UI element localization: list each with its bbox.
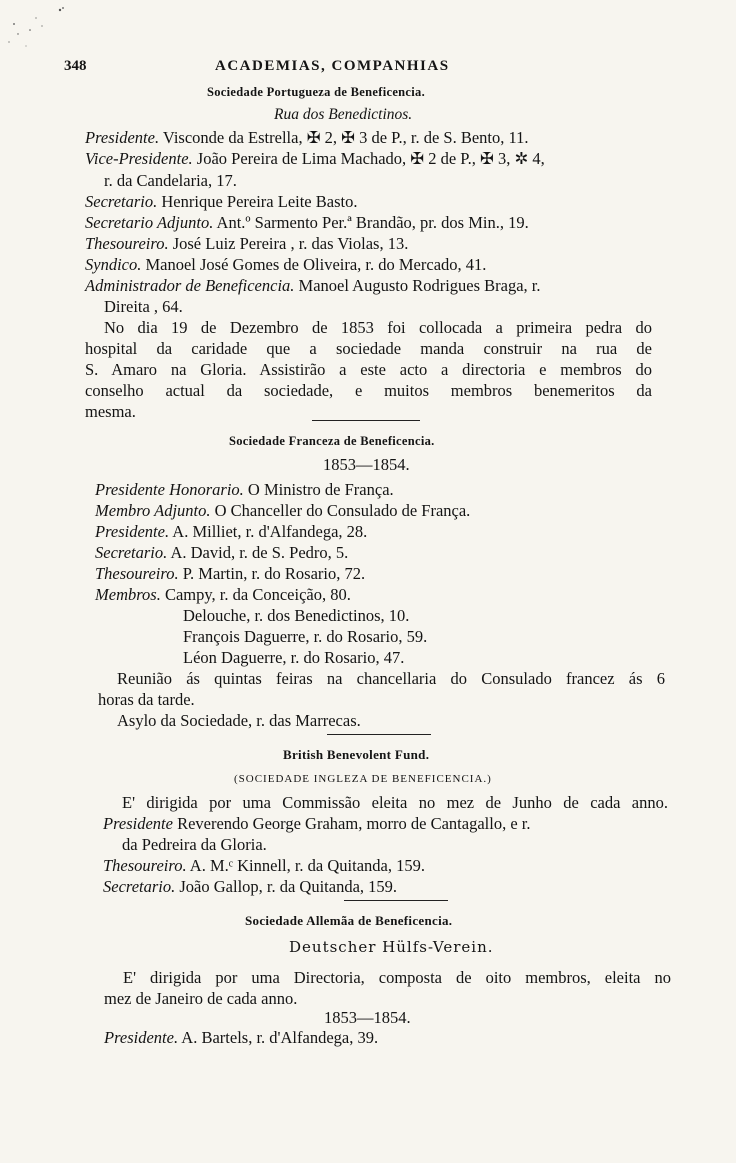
franceza-meeting-line: Reunião ás quintas feiras na chancellaria do Consulado francez ás 6: [117, 669, 665, 688]
role-value: A. David, r. de S. Pedro, 5.: [170, 543, 349, 562]
role-label: Thesoureiro.: [103, 856, 187, 875]
role-label: Secretario Adjunto.: [85, 213, 214, 232]
role-value: José Luiz Pereira , r. das Violas, 13.: [172, 234, 409, 253]
role-value: O Ministro de França.: [247, 480, 394, 499]
running-title: ACADEMIAS, COMPANHIAS: [215, 58, 450, 74]
british-subtitle: (SOCIEDADE INGLEZA DE BENEFICENCIA.): [234, 773, 492, 785]
portuguesa-paragraph-line: conselho actual da sociedade, e muitos membros benemeritos da: [85, 381, 652, 400]
franceza-member: Léon Daguerre, r. do Rosario, 47.: [183, 648, 405, 667]
role-value: A. Bartels, r. d'Alfandega, 39.: [181, 1028, 379, 1047]
role-value: O Chanceller do Consulado de França.: [214, 501, 471, 520]
british-row: [103, 856, 425, 876]
allema-intro-line: E' dirigida por uma Directoria, composta de oito membros, eleita no: [123, 968, 671, 987]
role-label: Secretario.: [103, 877, 176, 896]
portuguesa-row-cont: Direita , 64.: [104, 297, 183, 316]
section-divider: [312, 420, 420, 421]
franceza-row: [95, 564, 365, 584]
role-label: Membro Adjunto.: [95, 501, 211, 520]
role-label: Secretario.: [95, 543, 168, 562]
role-label: Membros.: [95, 585, 161, 604]
role-label: Vice-Presidente.: [85, 149, 193, 168]
role-label: Administrador de Beneficencia.: [85, 276, 295, 295]
franceza-years: 1853—1854.: [323, 455, 410, 474]
portuguesa-row: [85, 149, 545, 169]
franceza-meeting-line: horas da tarde.: [98, 690, 195, 709]
portuguesa-row: [85, 276, 541, 296]
british-row: [103, 877, 397, 897]
portuguesa-paragraph-line: No dia 19 de Dezembro de 1853 foi collocada a primeira pedra do: [104, 318, 652, 337]
role-value: A. Milliet, r. d'Alfandega, 28.: [172, 522, 368, 541]
british-row-cont: da Pedreira da Gloria.: [122, 835, 267, 854]
franceza-row: [95, 480, 394, 500]
british-intro: E' dirigida por uma Commissão eleita no mez de Junho de cada anno.: [122, 793, 668, 812]
role-label: Presidente: [103, 814, 173, 833]
allema-title: Sociedade Allemãa de Beneficencia.: [245, 913, 453, 928]
page-number: 348: [64, 58, 87, 74]
role-label: Secretario.: [85, 192, 158, 211]
role-value: João Pereira de Lima Machado, ✠ 2 de P., ✠ 3, ✲ 4,: [196, 149, 545, 168]
franceza-member: François Daguerre, r. do Rosario, 59.: [183, 627, 428, 646]
section-divider: [344, 900, 448, 901]
franceza-row: [95, 501, 470, 521]
portuguesa-paragraph-line: mesma.: [85, 402, 136, 421]
page-specks: [0, 0, 100, 60]
role-label: Presidente.: [104, 1028, 179, 1047]
section-divider: [327, 734, 431, 735]
portuguesa-row: [85, 213, 529, 233]
role-label: Thesoureiro.: [85, 234, 169, 253]
portuguesa-row-cont: r. da Candelaria, 17.: [104, 171, 237, 190]
portuguesa-row: [85, 234, 408, 254]
portuguesa-row: [85, 192, 357, 212]
franceza-row: [95, 585, 351, 605]
role-label: Presidente Honorario.: [95, 480, 244, 499]
franceza-member: Delouche, r. dos Benedictinos, 10.: [183, 606, 410, 625]
portuguesa-row: [85, 255, 486, 275]
portuguesa-paragraph-line: S. Amaro na Gloria. Assistirão a este acto a directoria e membros do: [85, 360, 652, 379]
british-title: British Benevolent Fund.: [283, 747, 430, 762]
franceza-row: [95, 522, 367, 542]
franceza-title: Sociedade Franceza de Beneficencia.: [229, 434, 435, 448]
role-label: Presidente.: [95, 522, 170, 541]
portuguesa-paragraph-line: hospital da caridade que a sociedade manda construir na rua de: [85, 339, 652, 358]
role-label: Thesoureiro.: [95, 564, 179, 583]
british-row: [103, 814, 530, 834]
role-value: Manoel José Gomes de Oliveira, r. do Mercado, 41.: [145, 255, 487, 274]
role-value: Reverendo George Graham, morro de Cantagallo, e r.: [177, 814, 531, 833]
role-value: Campy, r. da Conceição, 80.: [164, 585, 351, 604]
allema-german-title: Deutscher Hülfs-Verein.: [289, 938, 494, 956]
role-value: A. M.ᶜ Kinnell, r. da Quitanda, 159.: [189, 856, 425, 875]
allema-intro-line: mez de Janeiro de cada anno.: [104, 989, 298, 1008]
role-value: Ant.º Sarmento Per.ª Brandão, pr. dos Min., 19.: [216, 213, 529, 232]
portuguesa-address: Rua dos Benedictinos.: [274, 106, 413, 123]
role-value: Henrique Pereira Leite Basto.: [161, 192, 358, 211]
portuguesa-row: [85, 128, 529, 148]
role-value: P. Martin, r. do Rosario, 72.: [182, 564, 366, 583]
role-value: Manoel Augusto Rodrigues Braga, r.: [298, 276, 541, 295]
franceza-row: [95, 543, 348, 563]
portuguesa-title: Sociedade Portugueza de Beneficencia.: [207, 85, 426, 99]
allema-row: [104, 1028, 378, 1048]
franceza-asylum: Asylo da Sociedade, r. das Marrecas.: [117, 711, 361, 730]
role-label: Syndico.: [85, 255, 142, 274]
allema-years: 1853—1854.: [324, 1008, 411, 1027]
role-value: Visconde da Estrella, ✠ 2, ✠ 3 de P., r. de S. Bento, 11.: [162, 128, 529, 147]
role-label: Presidente.: [85, 128, 160, 147]
role-value: João Gallop, r. da Quitanda, 159.: [179, 877, 398, 896]
